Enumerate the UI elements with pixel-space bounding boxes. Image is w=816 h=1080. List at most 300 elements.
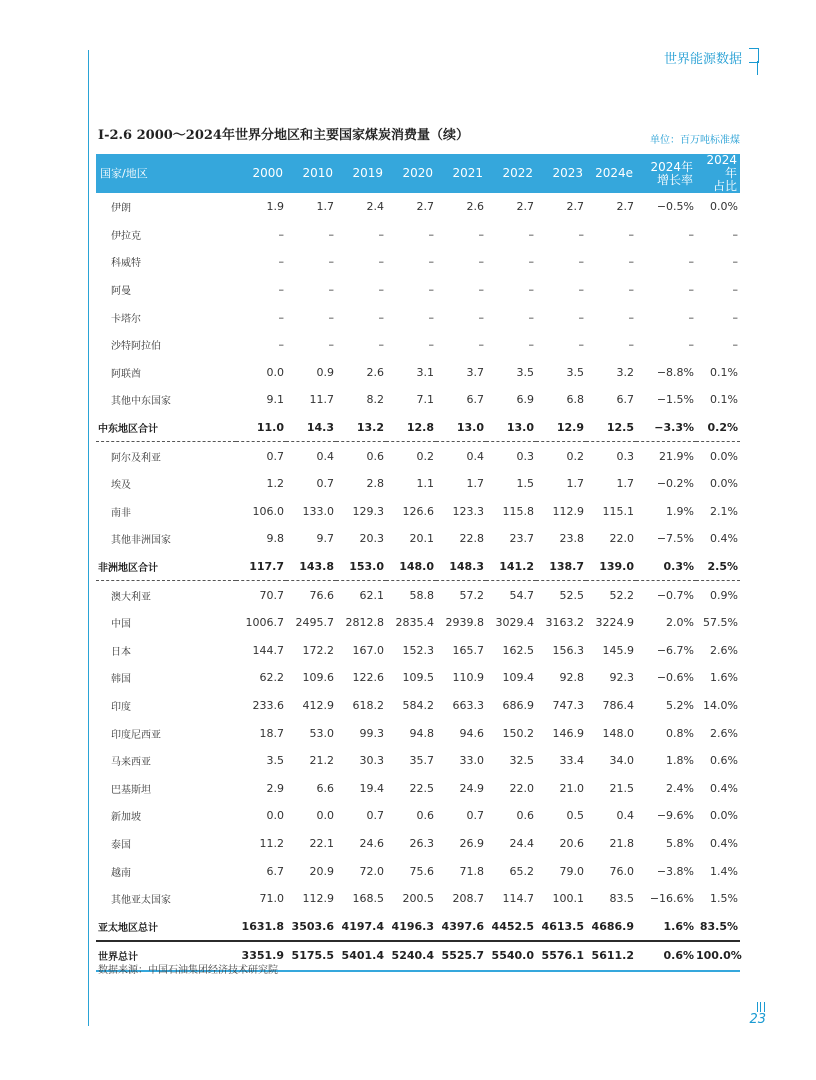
table-cell: 23.7 bbox=[509, 532, 534, 546]
table-cell: 1.4% bbox=[710, 864, 738, 878]
row-label: 印度 bbox=[111, 701, 131, 713]
table-cell: – bbox=[278, 283, 284, 297]
table-cell: 1.9 bbox=[266, 200, 284, 214]
table-cell: 0.6% bbox=[710, 754, 738, 768]
table-cell: 52.5 bbox=[559, 588, 584, 602]
table-cell: 146.9 bbox=[552, 726, 584, 740]
table-cell: 133.0 bbox=[302, 504, 334, 518]
table-cell: 1.8% bbox=[666, 754, 694, 768]
table-cell: 5.2% bbox=[666, 698, 694, 712]
table-cell: 57.2 bbox=[459, 588, 484, 602]
row-label: 中国 bbox=[111, 619, 131, 631]
table-cell: – bbox=[328, 283, 334, 297]
table-cell: 62.1 bbox=[359, 588, 384, 602]
table-cell: – bbox=[578, 283, 584, 297]
table-cell: – bbox=[378, 255, 384, 269]
table-cell: 75.6 bbox=[409, 864, 434, 878]
table-cell: – bbox=[688, 310, 694, 324]
table-row bbox=[96, 692, 740, 720]
table-cell: 5175.5 bbox=[286, 941, 336, 971]
table-cell: 1.1 bbox=[416, 477, 434, 491]
table-header-row bbox=[96, 154, 740, 193]
table-cell: 79.0 bbox=[559, 864, 584, 878]
table-cell: 1.7 bbox=[616, 477, 634, 491]
table-cell: 2.4% bbox=[666, 781, 694, 795]
table-cell: 94.8 bbox=[409, 726, 434, 740]
table-cell: 26.9 bbox=[459, 836, 484, 850]
table-cell: 106.0 bbox=[252, 504, 284, 518]
column-header: 2010 bbox=[286, 154, 336, 193]
table-cell: 6.7 bbox=[466, 393, 484, 407]
table-cell: 6.8 bbox=[566, 393, 584, 407]
table-cell: 2.0% bbox=[666, 616, 694, 630]
table-cell: 18.7 bbox=[259, 726, 284, 740]
column-header: 2024年 增长率 bbox=[636, 154, 696, 193]
table-cell: −7.5% bbox=[656, 532, 694, 546]
table-cell: – bbox=[688, 338, 694, 352]
table-cell: 19.4 bbox=[359, 781, 384, 795]
table-cell: 71.0 bbox=[259, 892, 284, 906]
page-number: 23 bbox=[749, 1012, 766, 1027]
table-row bbox=[96, 719, 740, 747]
table-cell: 99.3 bbox=[359, 726, 384, 740]
table-cell: 412.9 bbox=[302, 698, 334, 712]
table-cell: 0.8% bbox=[666, 726, 694, 740]
table-cell: 8.2 bbox=[366, 393, 384, 407]
table-cell: 3029.4 bbox=[495, 616, 534, 630]
table-row bbox=[96, 609, 740, 637]
table-cell: – bbox=[528, 310, 534, 324]
table-cell: – bbox=[328, 255, 334, 269]
table-cell: −8.8% bbox=[656, 365, 694, 379]
table-cell: 0.0% bbox=[710, 200, 738, 214]
table-cell: 5540.0 bbox=[486, 941, 536, 971]
left-margin-rule bbox=[88, 50, 89, 1026]
table-cell: −0.6% bbox=[656, 671, 694, 685]
table-cell: 13.0 bbox=[436, 414, 486, 442]
table-row bbox=[96, 747, 740, 775]
table-row bbox=[96, 553, 740, 581]
table-cell: 3351.9 bbox=[236, 941, 286, 971]
table-cell: 12.5 bbox=[586, 414, 636, 442]
table-cell: 2.4 bbox=[366, 200, 384, 214]
table-cell: 0.3 bbox=[616, 449, 634, 463]
column-header: 2021 bbox=[436, 154, 486, 193]
table-cell: – bbox=[732, 338, 738, 352]
table-cell: 100.1 bbox=[552, 892, 584, 906]
header-divider bbox=[757, 61, 758, 75]
table-cell: – bbox=[378, 283, 384, 297]
table-cell: 1.7 bbox=[566, 477, 584, 491]
table-cell: 21.5 bbox=[609, 781, 634, 795]
table-cell: 0.6 bbox=[416, 809, 434, 823]
table-cell: 4397.6 bbox=[436, 912, 486, 941]
table-cell: 0.4% bbox=[710, 532, 738, 546]
row-label: 日本 bbox=[111, 646, 131, 658]
table-cell: 2812.8 bbox=[345, 616, 384, 630]
table-cell: 0.1% bbox=[710, 365, 738, 379]
table-cell: – bbox=[578, 255, 584, 269]
table-cell: 0.4% bbox=[710, 836, 738, 850]
table-cell: 2.1% bbox=[710, 504, 738, 518]
table-cell: 0.1% bbox=[710, 393, 738, 407]
table-cell: 3.2 bbox=[616, 365, 634, 379]
table-cell: 34.0 bbox=[609, 754, 634, 768]
table-cell: 1.5% bbox=[710, 892, 738, 906]
table-cell: 2.6 bbox=[366, 365, 384, 379]
row-label: 中东地区合计 bbox=[96, 414, 236, 442]
column-header: 2022 bbox=[486, 154, 536, 193]
table-row bbox=[96, 774, 740, 802]
table-row bbox=[96, 386, 740, 414]
table-cell: 167.0 bbox=[352, 643, 384, 657]
table-cell: 162.5 bbox=[502, 643, 534, 657]
table-cell: 57.5% bbox=[703, 616, 738, 630]
table-cell: −1.5% bbox=[656, 393, 694, 407]
table-cell: −6.7% bbox=[656, 643, 694, 657]
table-cell: – bbox=[578, 227, 584, 241]
table-cell: 3.7 bbox=[466, 365, 484, 379]
column-header: 2024e bbox=[586, 154, 636, 193]
table-cell: 2.7 bbox=[566, 200, 584, 214]
table-cell: – bbox=[478, 310, 484, 324]
table-cell: 14.0% bbox=[703, 698, 738, 712]
table-cell: −3.3% bbox=[636, 414, 696, 442]
row-label: 非洲地区合计 bbox=[96, 553, 236, 581]
table-cell: – bbox=[578, 310, 584, 324]
table-cell: 76.6 bbox=[309, 588, 334, 602]
row-label: 阿尔及利亚 bbox=[111, 452, 161, 464]
table-cell: – bbox=[688, 283, 694, 297]
table-cell: 5611.2 bbox=[586, 941, 636, 971]
table-cell: 4613.5 bbox=[536, 912, 586, 941]
table-cell: – bbox=[428, 310, 434, 324]
table-cell: 33.0 bbox=[459, 754, 484, 768]
table-row bbox=[96, 248, 740, 276]
table-cell: – bbox=[628, 338, 634, 352]
table-cell: 0.4 bbox=[616, 809, 634, 823]
table-cell: 65.2 bbox=[509, 864, 534, 878]
table-cell: 12.8 bbox=[386, 414, 436, 442]
column-header: 2020 bbox=[386, 154, 436, 193]
table-cell: 152.3 bbox=[402, 643, 434, 657]
table-cell: 0.7 bbox=[316, 477, 334, 491]
table-cell: 0.2 bbox=[416, 449, 434, 463]
table-cell: 126.6 bbox=[402, 504, 434, 518]
unit-label: 单位：百万吨标准煤 bbox=[650, 135, 740, 146]
table-cell: 0.9 bbox=[316, 365, 334, 379]
row-label: 沙特阿拉伯 bbox=[111, 341, 161, 353]
table-cell: 2939.8 bbox=[445, 616, 484, 630]
table-cell: 2.7 bbox=[616, 200, 634, 214]
table-cell: – bbox=[328, 310, 334, 324]
table-cell: 3.1 bbox=[416, 365, 434, 379]
table-cell: 76.0 bbox=[609, 864, 634, 878]
table-cell: 83.5% bbox=[696, 912, 740, 941]
table-cell: 129.3 bbox=[352, 504, 384, 518]
table-cell: 1.9% bbox=[666, 504, 694, 518]
table-cell: 30.3 bbox=[359, 754, 384, 768]
table-cell: 20.9 bbox=[309, 864, 334, 878]
table-cell: 115.8 bbox=[502, 504, 534, 518]
table-cell: 156.3 bbox=[552, 643, 584, 657]
table-cell: 0.4% bbox=[710, 781, 738, 795]
table-cell: 584.2 bbox=[402, 698, 434, 712]
table-cell: −0.7% bbox=[656, 588, 694, 602]
table-cell: 4196.3 bbox=[386, 912, 436, 941]
table-cell: 1.7 bbox=[316, 200, 334, 214]
table-cell: 4452.5 bbox=[486, 912, 536, 941]
table-cell: – bbox=[378, 227, 384, 241]
table-cell: 141.2 bbox=[486, 553, 536, 581]
table-cell: −3.8% bbox=[656, 864, 694, 878]
table-cell: 786.4 bbox=[602, 698, 634, 712]
table-cell: 0.4 bbox=[466, 449, 484, 463]
table-cell: 5240.4 bbox=[386, 941, 436, 971]
table-cell: 148.0 bbox=[602, 726, 634, 740]
table-cell: 6.6 bbox=[316, 781, 334, 795]
table-cell: 0.3% bbox=[636, 553, 696, 581]
table-cell: −16.6% bbox=[649, 892, 694, 906]
table-row bbox=[96, 802, 740, 830]
table-cell: 0.7 bbox=[366, 809, 384, 823]
table-cell: 33.4 bbox=[559, 754, 584, 768]
row-label: 埃及 bbox=[111, 480, 131, 492]
table-cell: 2.5% bbox=[696, 553, 740, 581]
table-row bbox=[96, 830, 740, 858]
table-cell: 0.0% bbox=[710, 449, 738, 463]
table-row bbox=[96, 498, 740, 526]
table-cell: 115.1 bbox=[602, 504, 634, 518]
table-cell: 1.6% bbox=[710, 671, 738, 685]
table-cell: 172.2 bbox=[302, 643, 334, 657]
table-cell: 23.8 bbox=[559, 532, 584, 546]
table-row bbox=[96, 857, 740, 885]
row-label: 马来西亚 bbox=[111, 757, 151, 769]
row-label: 亚太地区总计 bbox=[96, 912, 236, 941]
table-cell: 0.0 bbox=[266, 365, 284, 379]
table-cell: 123.3 bbox=[452, 504, 484, 518]
table-cell: 200.5 bbox=[402, 892, 434, 906]
table-cell: 2.7 bbox=[516, 200, 534, 214]
table-cell: 94.6 bbox=[459, 726, 484, 740]
table-cell: 22.5 bbox=[409, 781, 434, 795]
table-cell: 22.0 bbox=[609, 532, 634, 546]
table-cell: – bbox=[628, 227, 634, 241]
table-cell: 12.9 bbox=[536, 414, 586, 442]
table-cell: – bbox=[628, 283, 634, 297]
table-cell: 83.5 bbox=[609, 892, 634, 906]
table-cell: 24.4 bbox=[509, 836, 534, 850]
table-cell: 168.5 bbox=[352, 892, 384, 906]
table-cell: 13.2 bbox=[336, 414, 386, 442]
table-cell: 22.0 bbox=[509, 781, 534, 795]
table-cell: – bbox=[278, 255, 284, 269]
row-label: 其他亚太国家 bbox=[111, 895, 171, 907]
table-cell: −0.2% bbox=[656, 477, 694, 491]
table-cell: – bbox=[478, 283, 484, 297]
table-cell: 13.0 bbox=[486, 414, 536, 442]
table-cell: 0.0 bbox=[316, 809, 334, 823]
table-cell: 2.6% bbox=[710, 643, 738, 657]
table-cell: 35.7 bbox=[409, 754, 434, 768]
table-cell: – bbox=[278, 310, 284, 324]
table-cell: 24.6 bbox=[359, 836, 384, 850]
table-row bbox=[96, 637, 740, 665]
table-cell: 2.6 bbox=[466, 200, 484, 214]
table-row bbox=[96, 581, 740, 609]
table-cell: 208.7 bbox=[452, 892, 484, 906]
table-cell: 100.0% bbox=[696, 941, 740, 971]
table-cell: −0.5% bbox=[656, 200, 694, 214]
table-cell: 0.7 bbox=[466, 809, 484, 823]
table-cell: 92.8 bbox=[559, 671, 584, 685]
table-row bbox=[96, 470, 740, 498]
table-cell: 112.9 bbox=[552, 504, 584, 518]
row-label: 巴基斯坦 bbox=[111, 784, 151, 796]
table-cell: 26.3 bbox=[409, 836, 434, 850]
table-cell: 0.6 bbox=[516, 809, 534, 823]
table-cell: 165.7 bbox=[452, 643, 484, 657]
table-cell: 0.5 bbox=[566, 809, 584, 823]
page-mark-icon bbox=[757, 1002, 765, 1012]
table-cell: 112.9 bbox=[302, 892, 334, 906]
table-cell: 686.9 bbox=[502, 698, 534, 712]
table-cell: 1006.7 bbox=[245, 616, 284, 630]
table-cell: – bbox=[428, 227, 434, 241]
table-cell: 2835.4 bbox=[395, 616, 434, 630]
table-cell: 2.9 bbox=[266, 781, 284, 795]
table-cell: 11.0 bbox=[236, 414, 286, 442]
table-cell: 70.7 bbox=[259, 588, 284, 602]
table-cell: 52.2 bbox=[609, 588, 634, 602]
table-row bbox=[96, 303, 740, 331]
table-cell: 144.7 bbox=[252, 643, 284, 657]
table-cell: 21.9% bbox=[659, 449, 694, 463]
coal-consumption-table bbox=[96, 154, 740, 972]
table-cell: 0.4 bbox=[316, 449, 334, 463]
table-cell: – bbox=[278, 338, 284, 352]
row-label: 澳大利亚 bbox=[111, 591, 151, 603]
table-cell: 21.8 bbox=[609, 836, 634, 850]
table-cell: – bbox=[528, 227, 534, 241]
table-cell: 11.2 bbox=[259, 836, 284, 850]
table-cell: 9.8 bbox=[266, 532, 284, 546]
table-row bbox=[96, 912, 740, 941]
table-cell: – bbox=[478, 338, 484, 352]
table-cell: 2.7 bbox=[416, 200, 434, 214]
table-cell: 3.5 bbox=[516, 365, 534, 379]
row-label: 新加坡 bbox=[111, 812, 141, 824]
table-cell: – bbox=[428, 338, 434, 352]
table-cell: 0.0 bbox=[266, 809, 284, 823]
table-row bbox=[96, 442, 740, 470]
table-cell: 62.2 bbox=[259, 671, 284, 685]
column-header: 2000 bbox=[236, 154, 286, 193]
table-cell: 72.0 bbox=[359, 864, 384, 878]
table-row bbox=[96, 221, 740, 249]
column-header: 2024年 占比 bbox=[696, 154, 740, 193]
table-cell: 20.1 bbox=[409, 532, 434, 546]
table-cell: 32.5 bbox=[509, 754, 534, 768]
table-cell: 3.5 bbox=[266, 754, 284, 768]
row-label: 伊朗 bbox=[111, 203, 131, 215]
table-cell: 21.2 bbox=[309, 754, 334, 768]
table-cell: 0.6 bbox=[366, 449, 384, 463]
table-cell: – bbox=[478, 255, 484, 269]
table-cell: 22.1 bbox=[309, 836, 334, 850]
table-cell: 0.0% bbox=[710, 477, 738, 491]
table-cell: – bbox=[628, 310, 634, 324]
table-cell: 9.7 bbox=[316, 532, 334, 546]
row-label: 卡塔尔 bbox=[111, 313, 141, 325]
table-cell: – bbox=[428, 255, 434, 269]
table-cell: 3.5 bbox=[566, 365, 584, 379]
table-cell: 4197.4 bbox=[336, 912, 386, 941]
table-row bbox=[96, 359, 740, 387]
table-cell: 117.7 bbox=[236, 553, 286, 581]
table-cell: 109.6 bbox=[302, 671, 334, 685]
table-cell: 6.7 bbox=[266, 864, 284, 878]
table-cell: – bbox=[732, 283, 738, 297]
table-cell: 24.9 bbox=[459, 781, 484, 795]
table-cell: 0.2 bbox=[566, 449, 584, 463]
table-cell: 92.3 bbox=[609, 671, 634, 685]
table-cell: 143.8 bbox=[286, 553, 336, 581]
table-cell: 5.8% bbox=[666, 836, 694, 850]
table-cell: 233.6 bbox=[252, 698, 284, 712]
table-cell: 114.7 bbox=[502, 892, 534, 906]
table-cell: – bbox=[428, 283, 434, 297]
table-cell: 138.7 bbox=[536, 553, 586, 581]
row-label: 阿曼 bbox=[111, 286, 131, 298]
column-header-region: 国家/地区 bbox=[96, 154, 236, 193]
row-label: 越南 bbox=[111, 867, 131, 879]
table-cell: 58.8 bbox=[409, 588, 434, 602]
table-cell: 110.9 bbox=[452, 671, 484, 685]
table-cell: – bbox=[528, 338, 534, 352]
table-title: I-2.6 2000～2024年世界分地区和主要国家煤炭消费量（续） bbox=[98, 128, 469, 143]
row-label: 科威特 bbox=[111, 258, 141, 270]
row-label: 泰国 bbox=[111, 839, 131, 851]
row-label: 阿联酋 bbox=[111, 368, 141, 380]
table-cell: 618.2 bbox=[352, 698, 384, 712]
table-cell: 22.8 bbox=[459, 532, 484, 546]
table-cell: – bbox=[378, 338, 384, 352]
table-cell: 148.0 bbox=[386, 553, 436, 581]
table-row bbox=[96, 193, 740, 221]
table-cell: 1.5 bbox=[516, 477, 534, 491]
table-cell: 150.2 bbox=[502, 726, 534, 740]
row-label: 南非 bbox=[111, 507, 131, 519]
table-cell: – bbox=[732, 227, 738, 241]
table-cell: 6.7 bbox=[616, 393, 634, 407]
table-cell: 6.9 bbox=[516, 393, 534, 407]
table-cell: – bbox=[688, 227, 694, 241]
row-label: 伊拉克 bbox=[111, 230, 141, 242]
table-cell: 20.3 bbox=[359, 532, 384, 546]
table-cell: 109.4 bbox=[502, 671, 534, 685]
table-cell: 1631.8 bbox=[236, 912, 286, 941]
table-cell: 747.3 bbox=[552, 698, 584, 712]
table-cell: – bbox=[528, 283, 534, 297]
table-cell: 14.3 bbox=[286, 414, 336, 442]
row-label: 其他中东国家 bbox=[111, 396, 171, 408]
table-cell: 663.3 bbox=[452, 698, 484, 712]
table-cell: – bbox=[688, 255, 694, 269]
table-cell: 3224.9 bbox=[595, 616, 634, 630]
table-cell: 0.2% bbox=[696, 414, 740, 442]
